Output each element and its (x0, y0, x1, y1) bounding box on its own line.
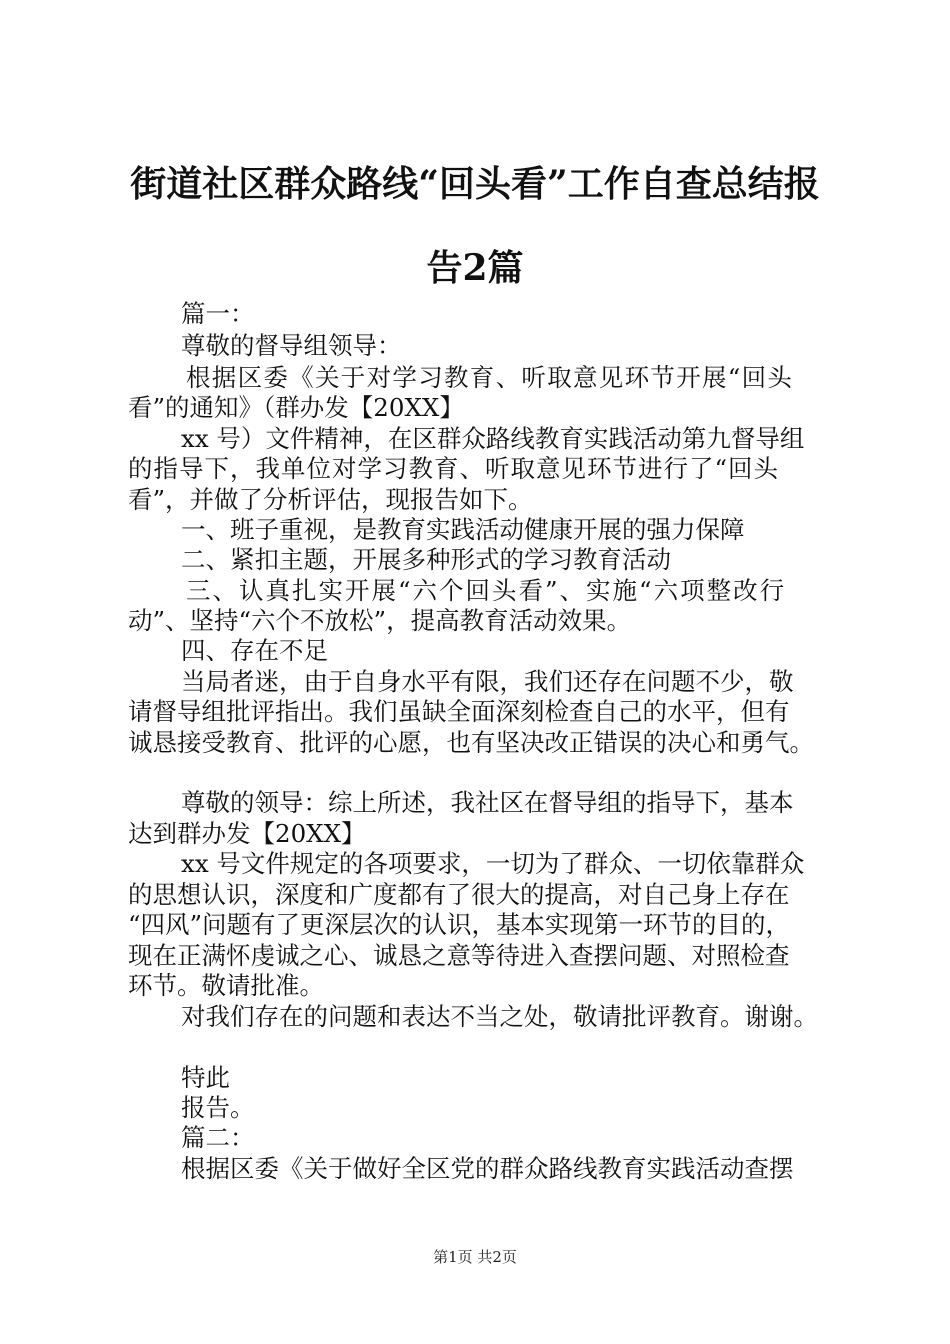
text-line: 动”、坚持“六个不放松”，提高教育活动效果。 (128, 606, 632, 635)
text-line: 二、紧扣主题，开展多种形式的学习教育活动 (181, 545, 671, 574)
text-line: 报告。 (181, 1093, 255, 1122)
text-line: 尊敬的领导：综上所述，我社区在督导组的指导下，基本 (181, 788, 794, 817)
text-line: 达到群办发【20XX】 (128, 819, 366, 848)
page-number-footer: 第1页 共2页 (433, 1248, 517, 1266)
text-line: 尊敬的督导组领导： (181, 331, 402, 360)
text-line: 根据区委《关于对学习教育、听取意见环节开展“回头 (186, 363, 794, 392)
text-line: 三、认真扎实开展“六个回头看”、实施“六项整改行 (186, 576, 787, 605)
text-line: 特此 (181, 1063, 230, 1092)
document-title-line-2: 告2篇 (426, 247, 524, 289)
text-line: 的指导下，我单位对学习教育、听取意见环节进行了“回头 (128, 454, 780, 483)
text-line: 看”的通知》（群办发【20XX】 (128, 393, 464, 422)
text-line: 根据区委《关于做好全区党的群众路线教育实践活动查摆 (181, 1154, 794, 1183)
text-line: 四、存在不足 (181, 636, 328, 665)
text-line: “四风”问题有了更深层次的认识，基本实现第一环节的目的， (128, 910, 791, 939)
text-line: xx 号）文件精神，在区群众路线教育实践活动第九督导组 (181, 424, 805, 453)
text-line: 现在正满怀虔诚之心、诚恳之意等待进入查摆问题、对照检查 (128, 941, 790, 970)
text-line: 篇二： (181, 1123, 255, 1152)
document-title-line-1: 街道社区群众路线“回头看”工作自查总结报 (130, 163, 820, 205)
text-line: xx 号文件规定的各项要求，一切为了群众、一切依靠群众 (181, 849, 805, 878)
text-line: 环节。敬请批准。 (128, 971, 324, 1000)
text-line: 看”，并做了分析评估，现报告如下。 (128, 485, 533, 514)
text-line: 请督导组批评指出。我们虽缺全面深刻检查自己的水平，但有 (128, 697, 790, 726)
text-line: 篇一： (181, 299, 255, 328)
text-line: 诚恳接受教育、批评的心愿，也有坚决改正错误的决心和勇气。 (128, 728, 814, 757)
text-line: 对我们存在的问题和表达不当之处，敬请批评教育。谢谢。 (181, 1002, 818, 1031)
text-line: 当局者迷，由于自身水平有限，我们还存在问题不少，敬 (181, 667, 794, 696)
text-line: 的思想认识，深度和广度都有了很大的提高，对自己身上存在 (128, 880, 790, 909)
text-line: 一、班子重视，是教育实践活动健康开展的强力保障 (181, 515, 745, 544)
